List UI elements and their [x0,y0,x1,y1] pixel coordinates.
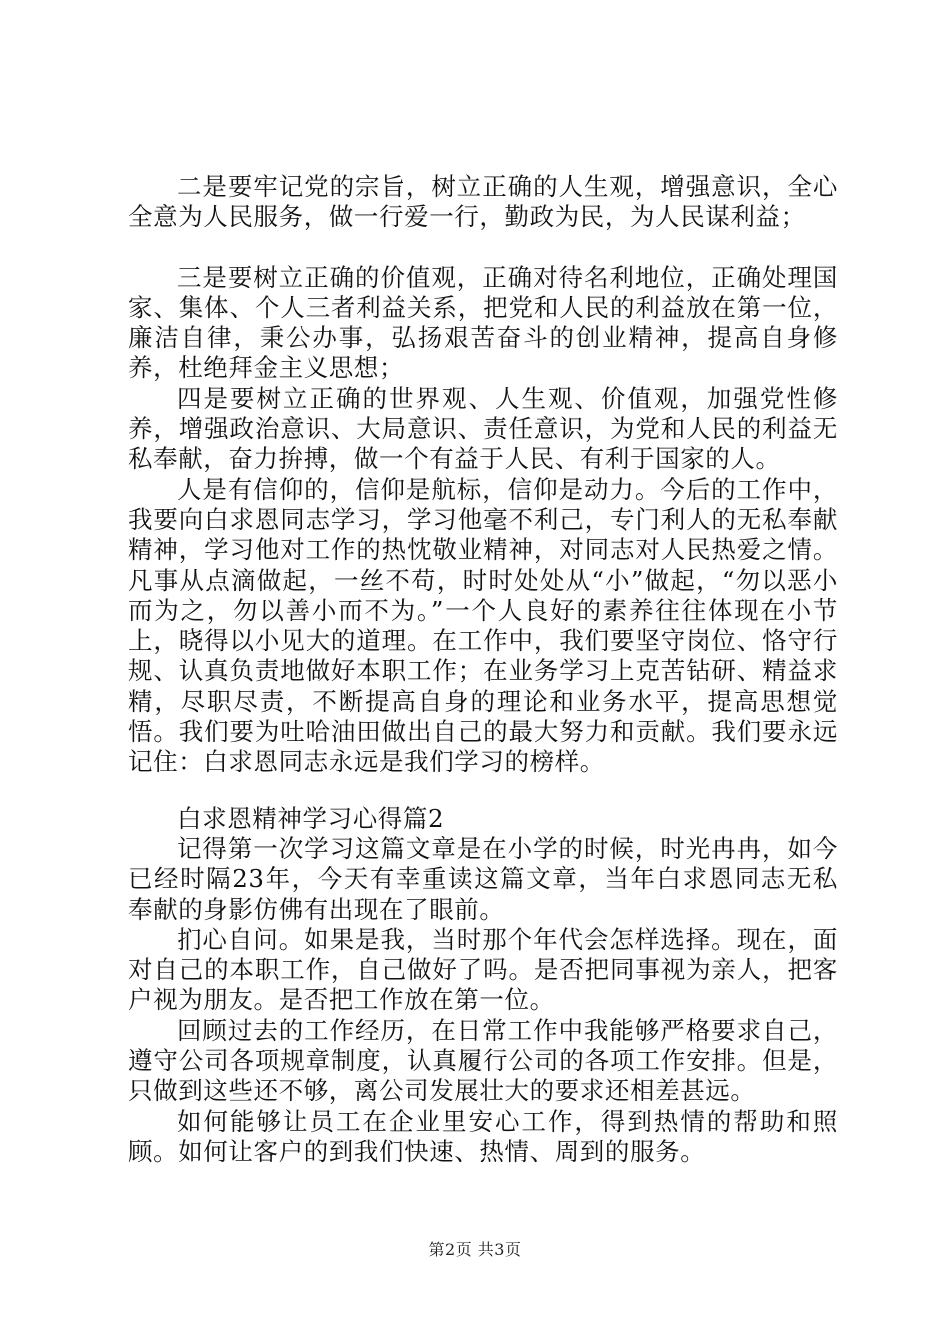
page-number-footer: 第2页 共3页 [428,1240,522,1259]
document-body [128,172,838,1167]
paragraph-first-reading: 记得第一次学习这篇文章是在小学的时候，时光冉冉，如今已经时隔23年，今天有幸重读这篇文章，当年白求恩同志无私奉献的身影仿佛有出现在了眼前。 [128,833,838,924]
section-heading: 白求恩精神学习心得篇2 [177,803,445,833]
paragraph-employee-care: 如何能够让员工在企业里安心工作，得到热情的帮助和照顾。如何让客户的到我们快速、热情、周到的服务。 [128,1106,838,1166]
paragraph-principle-two: 二是要牢记党的宗旨，树立正确的人生观，增强意识，全心全意为人民服务，做一行爱一行，勤政为民，为人民谋利益； [128,172,838,232]
paragraph-principle-four: 四是要树立正确的世界观、人生观、价值观，加强党性修养，增强政治意识、大局意识、责任意识，为党和人民的利益无私奉献，奋力拚搏，做一个有益于人民、有利于国家的人。 [128,383,838,474]
paragraph-self-reflection: 扪心自问。如果是我，当时那个年代会怎样选择。现在，面对自己的本职工作，自己做好了吗。是否把同事视为亲人，把客户视为朋友。是否把工作放在第一位。 [128,924,838,1015]
paragraph-principle-three: 三是要树立正确的价值观，正确对待名利地位，正确处理国家、集体、个人三者利益关系，把党和人民的利益放在第一位，廉洁自律，秉公办事，弘扬艰苦奋斗的创业精神，提高自身修养，杜绝拜金主义思想； [128,262,838,383]
paragraph-work-review: 回顾过去的工作经历，在日常工作中我能够严格要求自己，遵守公司各项规章制度，认真履行公司的各项工作安排。但是，只做到这些还不够，离公司发展壮大的要求还相差甚远。 [128,1015,838,1106]
paragraph-belief: 人是有信仰的，信仰是航标，信仰是动力。今后的工作中，我要向白求恩同志学习，学习他毫不利己，专门利人的无私奉献精神，学习他对工作的热忱敬业精神，对同志对人民热爱之情。凡事从点滴做起，一丝不苟，时时处处从“小”做起，“勿以恶小而为之，勿以善小而不为。”一个人良好的素养往往体现在小节上，晓得以小见大的道理。在工作中，我们要坚守岗位、恪守行规、认真负责地做好本职工作；在业务学习上克苦钻研、精益求精，尽职尽责，不断提高自身的理论和业务水平，提高思想觉悟。我们要为吐哈油田做出自己的最大努力和贡献。我们要永远记住：白求恩同志永远是我们学习的榜样。 [128,474,838,777]
